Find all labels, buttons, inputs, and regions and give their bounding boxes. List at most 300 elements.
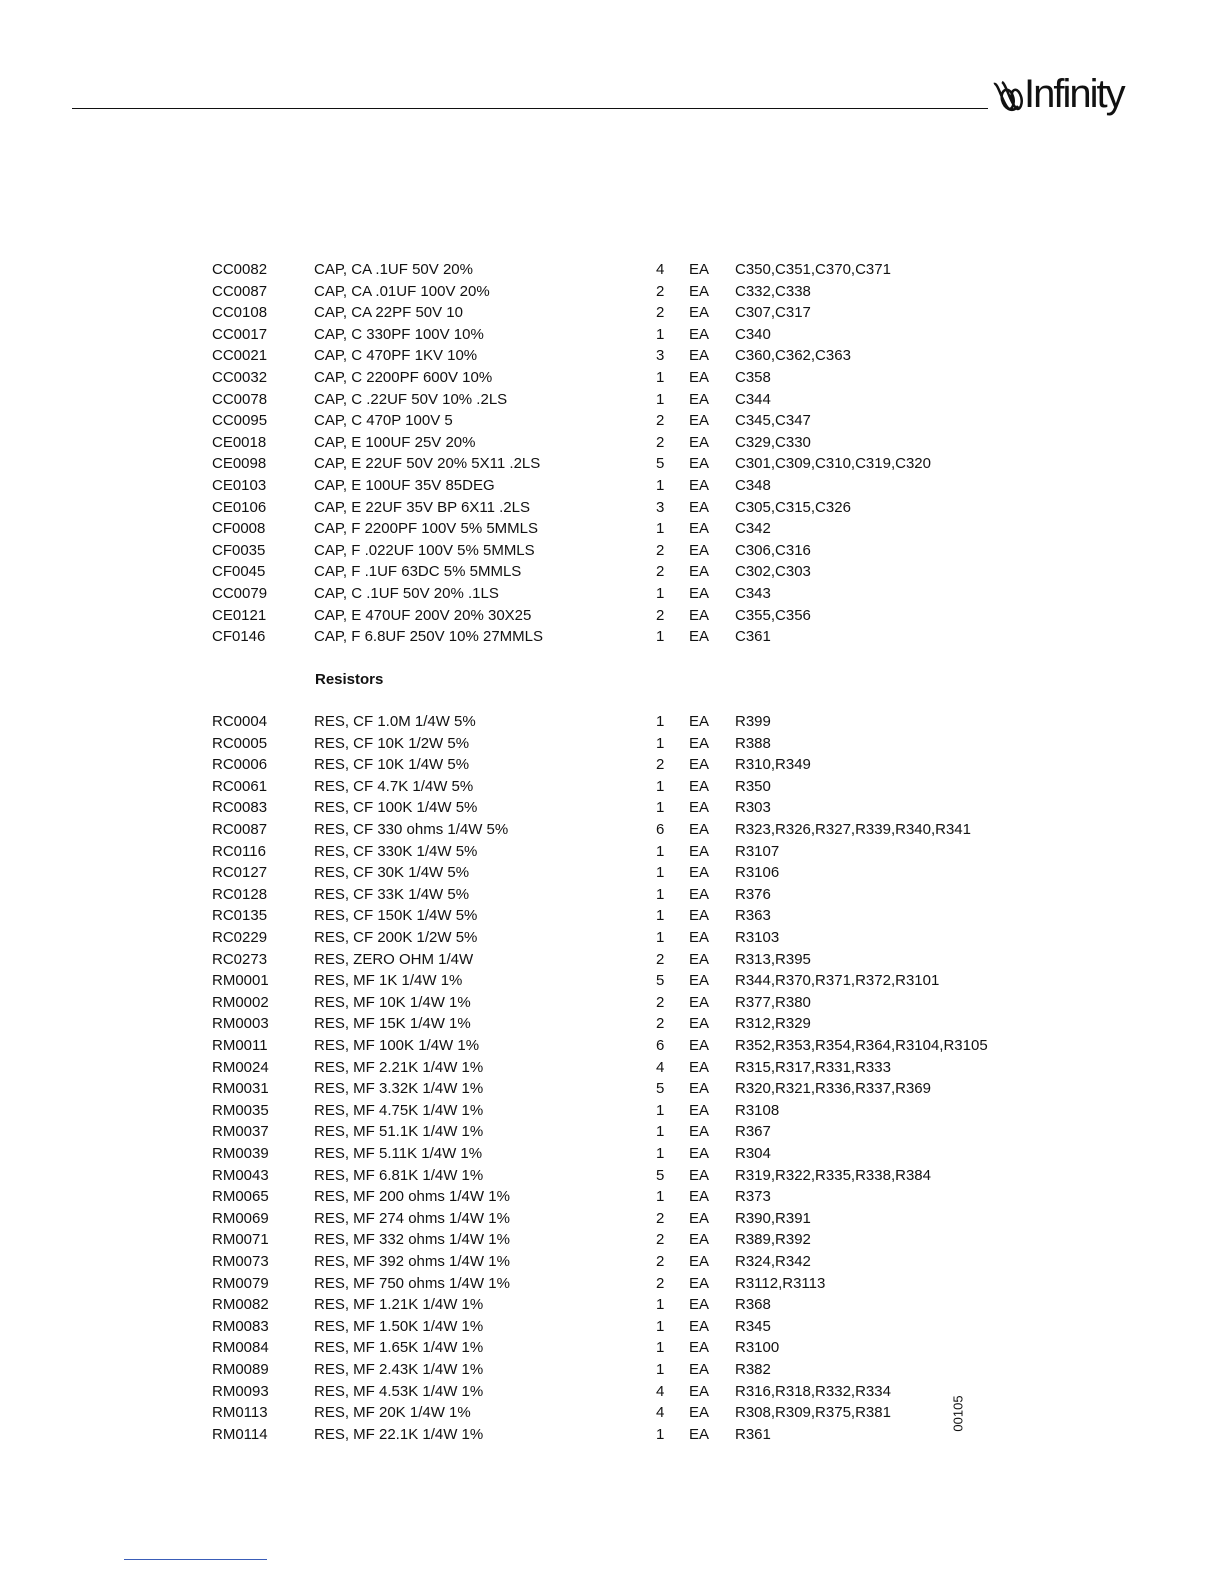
part-number: CC0032 [212,369,268,386]
part-number: CF0008 [212,520,266,538]
reference-designators: R377,R380 [735,993,811,1011]
table-row [0,367,1224,389]
description: RES, CF 330K 1/4W 5% [314,842,478,860]
unit: EA [689,1382,710,1400]
description: RES, MF 1.50K 1/4W 1% [314,1317,484,1335]
part-number: CE0018 [212,433,267,451]
table-row [0,324,1224,346]
reference-designators: R320,R321,R336,R337,R369 [735,1080,931,1098]
quantity: 1 [656,369,665,386]
part-number: RM0043 [212,1166,269,1184]
unit: EA [689,606,710,624]
description: CAP, CA .01UF 100V 20% [314,282,490,300]
reference-designators: C360,C362,C363 [735,347,851,365]
quantity: 2 [656,1015,665,1033]
description: CAP, F .1UF 63DC 5% 5MMLS [314,563,522,581]
description: RES, MF 392 ohms 1/4W 1% [314,1253,510,1270]
part-number: CE0098 [212,455,267,473]
table-row [0,733,1224,755]
table-row [0,1057,1224,1079]
quantity: 1 [656,628,665,646]
quantity: 1 [656,713,665,730]
unit: EA [689,412,710,430]
table-row [0,970,1224,992]
description: RES, MF 200 ohms 1/4W 1% [314,1188,510,1206]
unit: EA [689,864,710,882]
reference-designators: R323,R326,R327,R339,R340,R341 [735,821,971,838]
quantity: 4 [656,1058,665,1076]
table-row [0,1100,1224,1122]
table-row [0,561,1224,583]
unit: EA [689,885,710,903]
reference-designators: R308,R309,R375,R381 [735,1404,891,1422]
reference-designators: R367 [735,1123,771,1141]
quantity: 6 [656,1037,665,1054]
reference-designators: R344,R370,R371,R372,R3101 [735,972,940,990]
table-row [0,797,1224,819]
table-row [0,1316,1224,1338]
description: RES, MF 10K 1/4W 1% [314,993,471,1011]
quantity: 1 [656,585,665,602]
part-number: CC0108 [212,304,268,322]
reference-designators: R3103 [735,929,780,946]
part-number: CF0146 [212,628,266,646]
quantity: 4 [656,261,665,278]
unit: EA [689,325,710,343]
description: CAP, C 470PF 1KV 10% [314,347,478,365]
reference-designators: C344 [735,390,771,408]
quantity: 1 [656,1101,665,1119]
reference-designators: R3112,R3113 [735,1274,826,1292]
description: RES, CF 33K 1/4W 5% [314,885,470,903]
quantity: 2 [656,950,665,968]
part-number: CC0095 [212,412,268,430]
table-row [0,1337,1224,1359]
part-number: CC0079 [212,585,268,602]
description: CAP, CA .1UF 50V 20% [314,261,473,278]
unit: EA [689,455,710,473]
description: CAP, C .1UF 50V 20% .1LS [314,585,499,602]
quantity: 2 [656,563,665,581]
part-number: RM0079 [212,1274,269,1292]
unit: EA [689,713,710,730]
reference-designators: C302,C303 [735,563,811,581]
reference-designators: R345 [735,1317,771,1335]
part-number: RM0114 [212,1425,268,1443]
part-number: RM0002 [212,993,269,1011]
description: RES, MF 15K 1/4W 1% [314,1015,471,1033]
unit: EA [689,261,710,278]
table-row [0,540,1224,562]
table-row [0,1381,1224,1403]
unit: EA [689,1188,710,1206]
quantity: 2 [656,304,665,322]
reference-designators: C350,C351,C370,C371 [735,261,891,278]
part-number: CF0035 [212,541,266,559]
table-row [0,1013,1224,1035]
description: RES, MF 51.1K 1/4W 1% [314,1123,484,1141]
quantity: 5 [656,1166,665,1184]
quantity: 2 [656,412,665,430]
unit: EA [689,1361,710,1378]
unit: EA [689,1339,710,1357]
unit: EA [689,842,710,860]
reference-designators: R350 [735,777,771,795]
unit: EA [689,1404,710,1422]
table-row [0,1121,1224,1143]
section-title-resistors: Resistors [315,671,384,688]
part-number: RM0082 [212,1296,269,1314]
quantity: 2 [656,541,665,559]
unit: EA [689,972,710,990]
part-number: RM0089 [212,1361,269,1378]
description: CAP, E 100UF 35V 85DEG [314,477,495,494]
table-row [0,905,1224,927]
part-number: RM0113 [212,1404,268,1422]
table-row [0,432,1224,454]
description: CAP, E 22UF 50V 20% 5X11 .2LS [314,455,541,473]
reference-designators: R389,R392 [735,1231,811,1249]
description: RES, CF 200K 1/2W 5% [314,929,478,946]
part-number: RM0011 [212,1037,268,1054]
part-number: CC0017 [212,325,268,343]
unit: EA [689,628,710,646]
reference-designators: R361 [735,1425,771,1443]
quantity: 5 [656,972,665,990]
unit: EA [689,1425,710,1443]
description: RES, CF 1.0M 1/4W 5% [314,713,476,730]
reference-designators: R388 [735,734,771,752]
quantity: 4 [656,1382,665,1400]
quantity: 5 [656,1080,665,1098]
reference-designators: R3107 [735,842,780,860]
quantity: 2 [656,1209,665,1227]
unit: EA [689,304,710,322]
part-number: RM0083 [212,1317,269,1335]
unit: EA [689,799,710,817]
table-row [0,518,1224,540]
quantity: 2 [656,756,665,774]
part-number: RM0071 [212,1231,269,1249]
unit: EA [689,1123,710,1141]
unit: EA [689,477,710,494]
unit: EA [689,1101,710,1119]
part-number: RM0003 [212,1015,269,1033]
description: RES, ZERO OHM 1/4W [314,950,474,968]
quantity: 2 [656,1231,665,1249]
part-number: RM0001 [212,972,269,990]
reference-designators: R368 [735,1296,771,1314]
table-row [0,1424,1224,1446]
unit: EA [689,1058,710,1076]
unit: EA [689,1166,710,1184]
quantity: 1 [656,520,665,538]
table-row [0,1186,1224,1208]
part-number: RM0039 [212,1145,269,1162]
reference-designators: R376 [735,885,771,903]
reference-designators: R3100 [735,1339,780,1357]
description: RES, MF 1.21K 1/4W 1% [314,1296,484,1314]
unit: EA [689,498,710,516]
reference-designators: C342 [735,520,771,538]
description: RES, CF 10K 1/4W 5% [314,756,470,774]
reference-designators: R399 [735,713,771,730]
part-number: RC0127 [212,864,268,882]
table-row [0,475,1224,497]
quantity: 1 [656,1361,665,1378]
quantity: 1 [656,885,665,903]
unit: EA [689,1296,710,1314]
reference-designators: R3106 [735,864,780,882]
table-row [0,1294,1224,1316]
unit: EA [689,734,710,752]
table-row [0,583,1224,605]
unit: EA [689,433,710,451]
table-row [0,605,1224,627]
part-number: RM0037 [212,1123,269,1141]
description: RES, MF 20K 1/4W 1% [314,1404,471,1422]
table-row [0,1208,1224,1230]
unit: EA [689,541,710,559]
description: RES, CF 330 ohms 1/4W 5% [314,821,509,838]
description: CAP, F 2200PF 100V 5% 5MMLS [314,520,539,538]
table-row [0,711,1224,733]
reference-designators: C343 [735,585,771,602]
unit: EA [689,520,710,538]
reference-designators: C305,C315,C326 [735,498,851,516]
quantity: 1 [656,929,665,946]
reference-designators: C307,C317 [735,304,811,322]
table-row [0,453,1224,475]
description: CAP, C 330PF 100V 10% [314,325,484,343]
reference-designators: C361 [735,628,771,646]
part-number: RM0084 [212,1339,269,1357]
table-row [0,410,1224,432]
description: RES, MF 2.21K 1/4W 1% [314,1058,484,1076]
unit: EA [689,347,710,365]
table-row [0,1229,1224,1251]
reference-designators: R3108 [735,1101,780,1119]
part-number: RM0065 [212,1188,269,1206]
unit: EA [689,929,710,946]
table-row [0,819,1224,841]
part-number: RC0273 [212,950,268,968]
description: RES, MF 2.43K 1/4W 1% [314,1361,484,1378]
part-number: RM0093 [212,1382,269,1400]
description: CAP, C 470P 100V 5 [314,412,453,430]
description: RES, MF 6.81K 1/4W 1% [314,1166,484,1184]
quantity: 2 [656,1253,665,1270]
part-number: RM0031 [212,1080,269,1098]
description: RES, CF 4.7K 1/4W 5% [314,777,474,795]
description: RES, CF 150K 1/4W 5% [314,907,478,925]
unit: EA [689,777,710,795]
quantity: 2 [656,1274,665,1292]
footer-link-rule [124,1559,267,1560]
reference-designators: R303 [735,799,771,817]
part-number: RC0087 [212,821,268,838]
reference-designators: C306,C316 [735,541,811,559]
reference-designators: R382 [735,1361,771,1378]
table-row [0,1078,1224,1100]
quantity: 2 [656,282,665,300]
reference-designators: C358 [735,369,771,386]
part-number: RC0005 [212,734,268,752]
part-number: RC0006 [212,756,268,774]
description: CAP, F .022UF 100V 5% 5MMLS [314,541,535,559]
reference-designators: R310,R349 [735,756,811,774]
page-code: 00105 [950,1395,966,1432]
table-row [0,776,1224,798]
table-row [0,259,1224,281]
reference-designators: R316,R318,R332,R334 [735,1382,891,1400]
table-row [0,884,1224,906]
reference-designators: C355,C356 [735,606,811,624]
reference-designators: C301,C309,C310,C319,C320 [735,455,931,473]
quantity: 1 [656,477,665,494]
quantity: 2 [656,606,665,624]
table-row [0,1359,1224,1381]
description: CAP, CA 22PF 50V 10 [314,304,463,322]
unit: EA [689,390,710,408]
description: CAP, F 6.8UF 250V 10% 27MMLS [314,628,543,646]
part-number: RC0135 [212,907,268,925]
description: RES, CF 30K 1/4W 5% [314,864,470,882]
part-number: CC0087 [212,282,268,300]
description: RES, MF 100K 1/4W 1% [314,1037,480,1054]
unit: EA [689,1080,710,1098]
description: RES, MF 3.32K 1/4W 1% [314,1080,484,1098]
description: RES, MF 1K 1/4W 1% [314,972,463,990]
quantity: 1 [656,390,665,408]
part-number: RC0061 [212,777,268,795]
quantity: 1 [656,864,665,882]
reference-designators: R363 [735,907,771,925]
quantity: 1 [656,1123,665,1141]
part-number: CE0121 [212,606,267,624]
quantity: 1 [656,325,665,343]
quantity: 1 [656,1296,665,1314]
unit: EA [689,1145,710,1162]
unit: EA [689,1253,710,1270]
quantity: 5 [656,455,665,473]
part-number: RM0035 [212,1101,269,1119]
description: RES, CF 100K 1/4W 5% [314,799,478,817]
table-row [0,862,1224,884]
quantity: 1 [656,734,665,752]
quantity: 3 [656,347,665,365]
quantity: 3 [656,498,665,516]
description: CAP, E 100UF 25V 20% [314,433,476,451]
table-row [0,497,1224,519]
table-row [0,949,1224,971]
table-row [0,389,1224,411]
quantity: 1 [656,799,665,817]
description: RES, MF 332 ohms 1/4W 1% [314,1231,510,1249]
quantity: 2 [656,433,665,451]
infinity-logo [990,72,1140,120]
description: CAP, E 470UF 200V 20% 30X25 [314,606,532,624]
table-row [0,927,1224,949]
unit: EA [689,369,710,386]
description: RES, MF 4.53K 1/4W 1% [314,1382,484,1400]
reference-designators: R373 [735,1188,771,1206]
reference-designators: R312,R329 [735,1015,811,1033]
table-row [0,754,1224,776]
unit: EA [689,907,710,925]
unit: EA [689,993,710,1011]
unit: EA [689,585,710,602]
table-row [0,1273,1224,1295]
table-row [0,281,1224,303]
quantity: 1 [656,842,665,860]
quantity: 1 [656,1145,665,1162]
reference-designators: C345,C347 [735,412,811,430]
unit: EA [689,1209,710,1227]
description: CAP, C 2200PF 600V 10% [314,369,493,386]
part-number: RC0229 [212,929,268,946]
quantity: 6 [656,821,665,838]
description: RES, MF 1.65K 1/4W 1% [314,1339,484,1357]
part-number: CC0021 [212,347,268,365]
brand-name: Infinity [1024,72,1124,116]
description: RES, MF 22.1K 1/4W 1% [314,1425,484,1443]
unit: EA [689,1231,710,1249]
quantity: 4 [656,1404,665,1422]
quantity: 1 [656,1317,665,1335]
description: RES, CF 10K 1/2W 5% [314,734,470,752]
table-row [0,992,1224,1014]
description: CAP, C .22UF 50V 10% .2LS [314,390,508,408]
header-rule [72,108,988,109]
unit: EA [689,282,710,300]
description: RES, MF 750 ohms 1/4W 1% [314,1274,510,1292]
description: RES, MF 274 ohms 1/4W 1% [314,1209,510,1227]
part-number: CE0103 [212,477,267,494]
reference-designators: R315,R317,R331,R333 [735,1058,891,1076]
table-row [0,1402,1224,1424]
part-number: CC0082 [212,261,268,278]
reference-designators: R319,R322,R335,R338,R384 [735,1166,931,1184]
reference-designators: R390,R391 [735,1209,811,1227]
unit: EA [689,1274,710,1292]
reference-designators: R313,R395 [735,950,811,968]
reference-designators: C340 [735,325,771,343]
part-number: RM0024 [212,1058,269,1076]
quantity: 1 [656,1188,665,1206]
quantity: 1 [656,1339,665,1357]
unit: EA [689,821,710,838]
reference-designators: C329,C330 [735,433,811,451]
quantity: 1 [656,1425,665,1443]
reference-designators: R324,R342 [735,1253,811,1270]
table-row [0,626,1224,648]
part-number: RC0116 [212,842,266,860]
reference-designators: C332,C338 [735,282,811,300]
unit: EA [689,563,710,581]
part-number: RM0073 [212,1253,269,1270]
reference-designators: R304 [735,1145,771,1162]
quantity: 1 [656,907,665,925]
part-number: RC0004 [212,713,268,730]
table-row [0,302,1224,324]
part-number: RC0128 [212,885,268,903]
part-number: CC0078 [212,390,268,408]
part-number: CE0106 [212,498,267,516]
reference-designators: C348 [735,477,771,494]
table-row [0,1035,1224,1057]
table-row [0,1165,1224,1187]
